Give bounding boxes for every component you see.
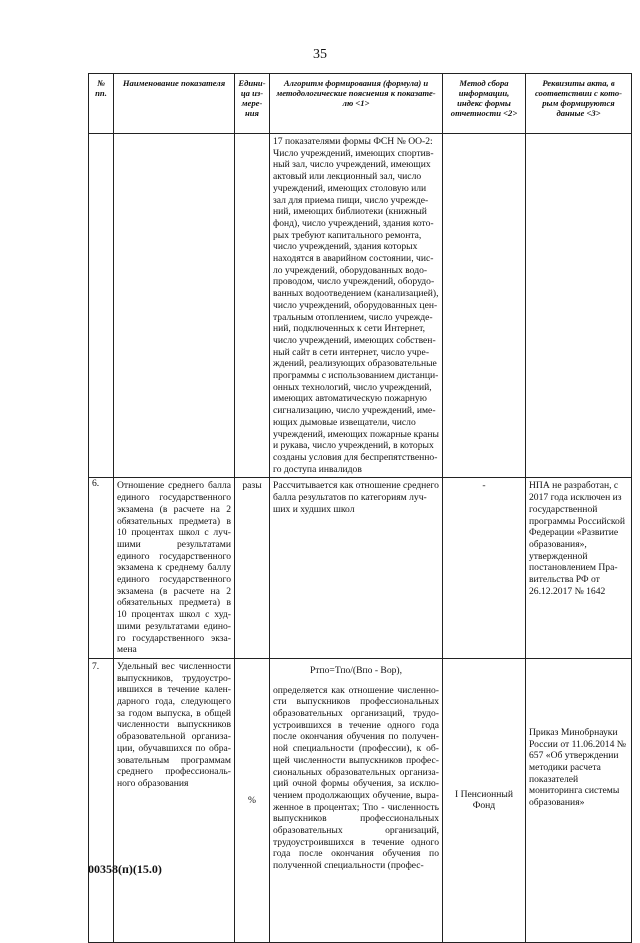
row-name: Удельный вес численности выпускников, трудоустроившихся в течение календарного года, следующего за годом выпуска, в общей численности выпускников образовательной организации, обучавшихся по образовательным программам среднего профессионального образования — [114, 658, 235, 942]
row-requisites: Приказ Минобрнауки России от 11.06.2014 № 657 «Об утверждении методики расчета показателей мониторинга системы образования» — [526, 658, 632, 942]
row-algorithm: определяется как отношение численности выпускников профессиональных образовательных организаций, трудоустроившихся в течение одного года после окончания обучения по полученной специальности (профессии), к общей численности выпускников профессиональных образовательных организаций очной формы обучения, за исключением продолжающих обучение, выраженное в процентах; Тпо - численность выпускников профессиональных образовательных организаций, трудоустроившихся в течение одного года после окончания обучения по полученной специальности (профес- — [273, 684, 439, 872]
row-method: I Пенсионный Фонд — [443, 658, 526, 942]
row-unit — [235, 134, 270, 478]
header-num: № пп. — [89, 74, 114, 134]
row-num: 7. — [89, 658, 114, 942]
row-unit: % — [235, 658, 270, 942]
table-row — [89, 658, 632, 942]
row-unit: разы — [235, 478, 270, 659]
row-num: 6. — [89, 478, 114, 659]
row-requisites: НПА не разработан, с 2017 года исключен из государственной программы Российской Федерации «Развитие образования», утвержденной постановлением Правительства РФ от 26.12.2017 № 1642 — [526, 478, 632, 659]
row-algorithm-cell — [270, 658, 443, 942]
header-unit: Единица измерения — [235, 74, 270, 134]
indicator-table — [88, 73, 632, 943]
table-header-row — [89, 74, 632, 134]
row-name — [114, 134, 235, 478]
page-number: 35 — [313, 47, 327, 62]
table-row — [89, 478, 632, 659]
row-requisites — [526, 134, 632, 478]
header-method: Метод сбора информации, индекс формы отчетности <2> — [443, 74, 526, 134]
row-algorithm: 17 показателями формы ФСН № ОО-2: Число учреждений, имеющих спортивный зал, число учреждений, имеющих актовый или лекционный зал, число учреждений, имеющих столовую или зал для приема пищи, число учреждений, имеющих библиотеки (книжный фонд), число учреждений, здания которых требуют капитального ремонта, число учреждений, здания которых находятся в аварийном состоянии, число учреждений, оборудованных водопроводом, число учреждений, оборудованных водоотведением (канализацией), число учреждений, оборудованных центральным отоплением, число учреждений, подключенных к сети Интернет, число учреждений, имеющих собственный сайт в сети интернет, число учреждений, реализующих образовательные программы с использованием дистанционных технологий, число учреждений, имеющих автоматическую пожарную сигнализацию, число учреждений, имеющих дымовые извещатели, число учреждений, имеющих пожарные краны и рукава, число учреждений, в которых созданы условия для беспрепятственного доступа инвалидов — [270, 134, 443, 478]
row-num — [89, 134, 114, 478]
row-method — [443, 134, 526, 478]
table-row — [89, 134, 632, 478]
header-requisites: Реквизиты акта, в соответствии с которым формируются данные <3> — [526, 74, 632, 134]
row-name: Отношение среднего балла единого государственного экзамена (в расчете на 2 обязательных предмета) в 10 процентах школ с лучшими результатами единого государственного экзамена к среднему баллу единого государственного экзамена (в расчете на 2 обязательных предмета) в 10 процентах школ с худшими результатами единого государственного экзамена — [114, 478, 235, 659]
formula: Ртпо=Тпо/(Впо - Вор), — [309, 664, 403, 676]
row-method: - — [443, 478, 526, 659]
row-algorithm: Рассчитывается как отношение среднего балла результатов по категориям лучших и худших школ — [270, 478, 443, 659]
header-name: Наименование показателя — [114, 74, 235, 134]
header-algorithm: Алгоритм формирования (формула) и методологические пояснения к показателю <1> — [270, 74, 443, 134]
document-code: 00358(п)(15.0) — [88, 862, 162, 876]
